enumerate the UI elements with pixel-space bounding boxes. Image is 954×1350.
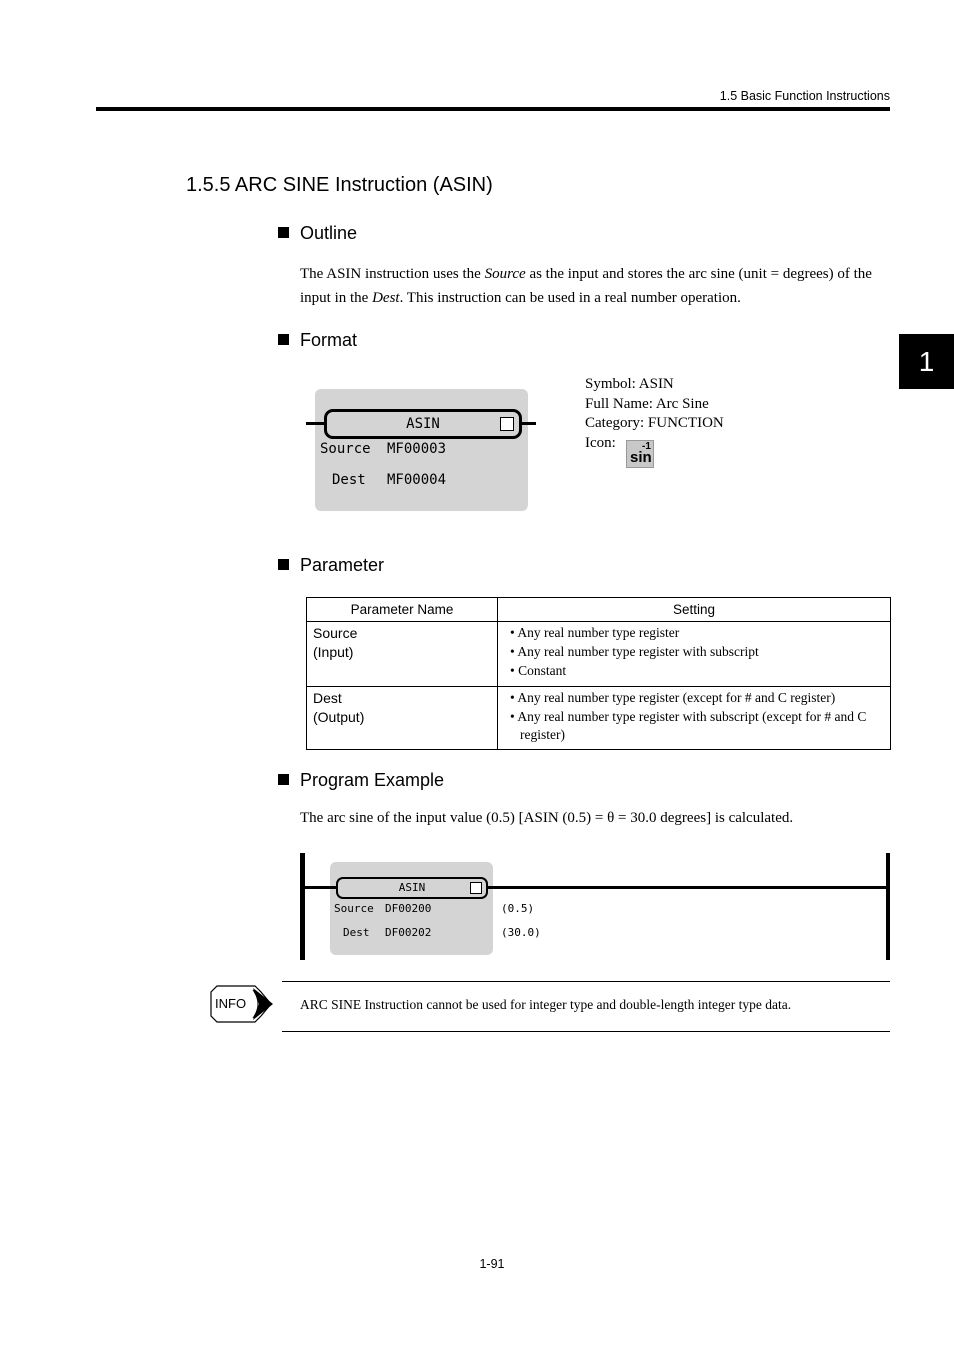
- block-icon: [470, 882, 482, 894]
- parameter-heading-text: Parameter: [300, 555, 385, 575]
- setting-item: • Any real number type register: [510, 625, 680, 640]
- block-name: ASIN: [406, 416, 440, 432]
- block-dest-label: Dest: [343, 926, 370, 939]
- bullet-square-icon: [278, 774, 289, 785]
- block-source-label: Source: [320, 441, 371, 457]
- chapter-tab: 1: [899, 334, 954, 389]
- block-icon: [500, 417, 514, 431]
- parameter-name-cell: [307, 622, 498, 687]
- info-top-rule: [282, 981, 890, 982]
- left-power-rail: [300, 853, 305, 960]
- bullet-square-icon: [278, 227, 289, 238]
- section-title: 1.5.5 ARC SINE Instruction (ASIN): [186, 174, 493, 196]
- table-row: [307, 687, 891, 750]
- page-number: 1-91: [479, 1257, 505, 1271]
- block-source-value: DF00200: [385, 902, 432, 915]
- program-example-text: The arc sine of the input value (0.5) [ASIN (0.5) = θ = 30.0 degrees] is calculated.: [300, 810, 794, 826]
- sin-icon-text: sin: [630, 449, 652, 466]
- block-source-label: Source: [334, 902, 374, 915]
- format-heading-text: Format: [300, 330, 358, 350]
- column-header: Setting: [498, 598, 891, 622]
- header-rule: [96, 107, 890, 111]
- outline-source-term: Source: [484, 266, 526, 282]
- block-source-value: MF00003: [387, 441, 447, 457]
- outline-paragraph: [300, 262, 892, 310]
- setting-cell: [498, 622, 891, 687]
- info-text: ARC SINE Instruction cannot be used for integer type and double-length integer type data.: [300, 997, 792, 1012]
- info-bottom-rule: [282, 1031, 890, 1032]
- parameter-name-cell: [307, 687, 498, 750]
- setting-item: • Constant: [510, 663, 567, 678]
- icon-line: Icon:: [585, 434, 616, 451]
- outline-text-part: The ASIN instruction uses the: [300, 266, 485, 282]
- setting-item: • Any real number type register with subscript: [510, 644, 759, 659]
- program-example-heading-text: Program Example: [300, 770, 445, 790]
- symbol-line: Symbol: ASIN: [585, 376, 674, 392]
- block-name-box: [324, 409, 522, 439]
- info-badge: [209, 984, 275, 1024]
- format-heading: [278, 330, 357, 351]
- arcsine-icon: [626, 440, 654, 468]
- parameter-name: Dest: [313, 690, 342, 706]
- right-power-rail: [886, 853, 890, 960]
- setting-item: • Any real number type register (except for # and C register): [510, 690, 836, 705]
- parameter-direction: (Output): [313, 708, 365, 725]
- format-block-diagram: [306, 389, 536, 511]
- info-badge-text: INFO: [215, 996, 247, 1011]
- parameter-direction: (Input): [313, 643, 354, 660]
- outline-text-part: . This instruction can be used in a real number operation.: [399, 290, 741, 306]
- table-row: [307, 622, 891, 687]
- program-example-heading: [278, 770, 444, 791]
- running-header: 1.5 Basic Function Instructions: [719, 89, 890, 103]
- sin-icon-superscript: -1: [642, 441, 651, 452]
- setting-cell: [498, 687, 891, 750]
- setting-item: • Any real number type register with subscript (except for # and C register): [510, 709, 867, 742]
- column-header: Parameter Name: [307, 598, 498, 622]
- bullet-square-icon: [278, 334, 289, 345]
- ladder-diagram: [300, 853, 890, 960]
- parameter-table: [306, 597, 891, 750]
- block-dest-label: Dest: [332, 472, 366, 488]
- block-name: ASIN: [398, 881, 426, 894]
- dest-result: (30.0): [501, 926, 541, 939]
- outline-dest-term: Dest: [372, 290, 400, 306]
- outline-heading: [278, 223, 357, 244]
- table-header-row: [307, 598, 891, 622]
- outline-heading-text: Outline: [300, 223, 358, 243]
- outline-text-part: as the input and stores the arc sine (unit = degrees) of the input in the: [300, 266, 872, 306]
- block-name-box: [336, 877, 488, 899]
- block-dest-value: DF00202: [385, 926, 432, 939]
- source-result: (0.5): [501, 902, 535, 915]
- parameter-name: Source: [313, 625, 358, 641]
- parameter-heading: [278, 555, 384, 576]
- category-line: Category: FUNCTION: [585, 415, 724, 431]
- format-info: [585, 375, 724, 453]
- block-dest-value: MF00004: [387, 472, 447, 488]
- full-name-line: Full Name: Arc Sine: [585, 395, 709, 412]
- bullet-square-icon: [278, 559, 289, 570]
